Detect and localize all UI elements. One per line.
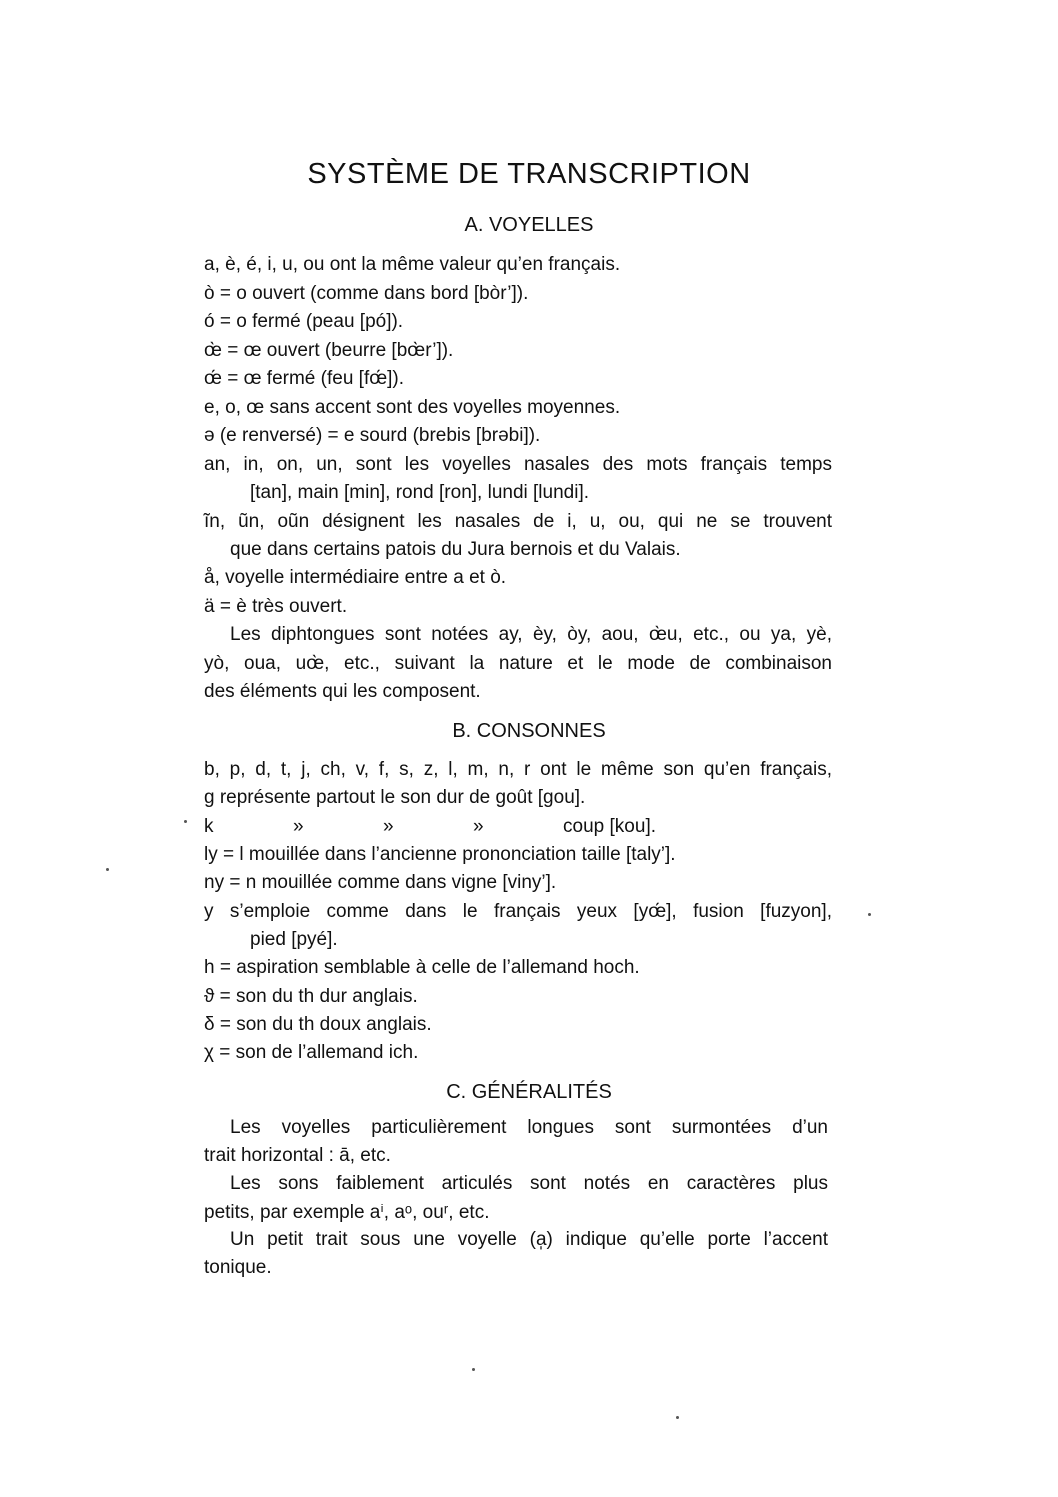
voyelles-line: å, voyelle intermédiaire entre a et ò. [204, 567, 507, 588]
generalites-paragraph-line: petits, par exemple aⁱ, aᵒ, ouʳ, etc. [204, 1202, 490, 1223]
voyelles-line: ä = è très ouvert. [204, 596, 348, 617]
section-heading-consonnes: B. CONSONNES [452, 720, 606, 742]
consonnes-line: pied [pyé]. [250, 929, 338, 950]
voyelles-line: ó = o fermé (peau [pó]). [204, 311, 404, 332]
scan-speck [676, 1416, 679, 1419]
voyelles-line: ə (e renversé) = e sourd (brebis [brəbi]). [204, 425, 541, 446]
consonnes-line: y s’emploie comme dans le français yeux [yœ́], fusion [fuzyon], [204, 901, 832, 922]
page-title: SYSTÈME DE TRANSCRIPTION [307, 158, 751, 190]
section-heading-generalites: C. GÉNÉRALITÉS [446, 1081, 612, 1103]
diphtongues-paragraph-line: Les diphtongues sont notées ay, èy, òy, aou, œ̀u, etc., ou ya, yè, [230, 624, 832, 645]
ditto-mark: » [382, 816, 394, 837]
consonnes-line: h = aspiration semblable à celle de l’allemand hoch. [204, 957, 640, 978]
voyelles-line: a, è, é, i, u, ou ont la même valeur qu’en français. [204, 254, 621, 275]
voyelles-line: œ́ = œ fermé (feu [fœ́]). [204, 368, 405, 389]
generalites-paragraph-line: tonique. [204, 1257, 272, 1278]
consonnes-line: χ = son de l’allemand ich. [204, 1042, 419, 1063]
ditto-mark: » [473, 816, 484, 837]
voyelles-line: ĩn, ũn, oũn désignent les nasales de i, u, ou, qui ne se trouvent [204, 511, 832, 532]
scan-speck [868, 913, 871, 916]
voyelles-line: [tan], main [min], rond [ron], lundi [lundi]. [250, 482, 590, 503]
section-heading-voyelles: A. VOYELLES [464, 214, 594, 236]
k-letter: k [204, 816, 214, 837]
scan-speck [106, 868, 109, 871]
generalites-paragraph-line: Les sons faiblement articulés sont notés en caractères plus [230, 1173, 828, 1194]
generalites-paragraph-line: Un petit trait sous une voyelle (a̩) indique qu’elle porte l’accent [230, 1229, 828, 1250]
generalites-paragraph-line: Les voyelles particulièrement longues sont surmontées d’un [230, 1117, 828, 1138]
generalites-paragraph-line: trait horizontal : ā, etc. [204, 1145, 391, 1166]
k-example: coup [kou]. [563, 816, 656, 837]
diphtongues-paragraph-line: des éléments qui les composent. [204, 681, 481, 702]
scan-speck [472, 1368, 475, 1371]
consonnes-line: δ = son du th doux anglais. [204, 1014, 432, 1035]
consonnes-line: b, p, d, t, j, ch, v, f, s, z, l, m, n, r ont le même son qu’en français, [204, 759, 832, 780]
consonnes-k-row [204, 816, 656, 838]
voyelles-line: œ̀ = œ ouvert (beurre [bœ̀r’]). [204, 340, 454, 361]
diphtongues-paragraph-line: yò, oua, uœ̀, etc., suivant la nature et le mode de combinaison [204, 653, 832, 674]
voyelles-line: que dans certains patois du Jura bernois et du Valais. [230, 539, 681, 560]
voyelles-line: e, o, œ sans accent sont des voyelles moyennes. [204, 397, 621, 418]
ditto-mark: » [292, 816, 304, 837]
voyelles-line: an, in, on, un, sont les voyelles nasales des mots français temps [204, 454, 832, 475]
consonnes-line: ny = n mouillée comme dans vigne [viny’]. [204, 872, 557, 893]
scan-speck [184, 820, 187, 823]
voyelles-line: ò = o ouvert (comme dans bord [bòr’]). [204, 283, 529, 304]
consonnes-line: ϑ = son du th dur anglais. [204, 986, 418, 1007]
consonnes-line: ly = l mouillée dans l’ancienne prononciation taille [taly’]. [204, 844, 676, 865]
consonnes-line: g représente partout le son dur de goût [gou]. [204, 787, 586, 808]
